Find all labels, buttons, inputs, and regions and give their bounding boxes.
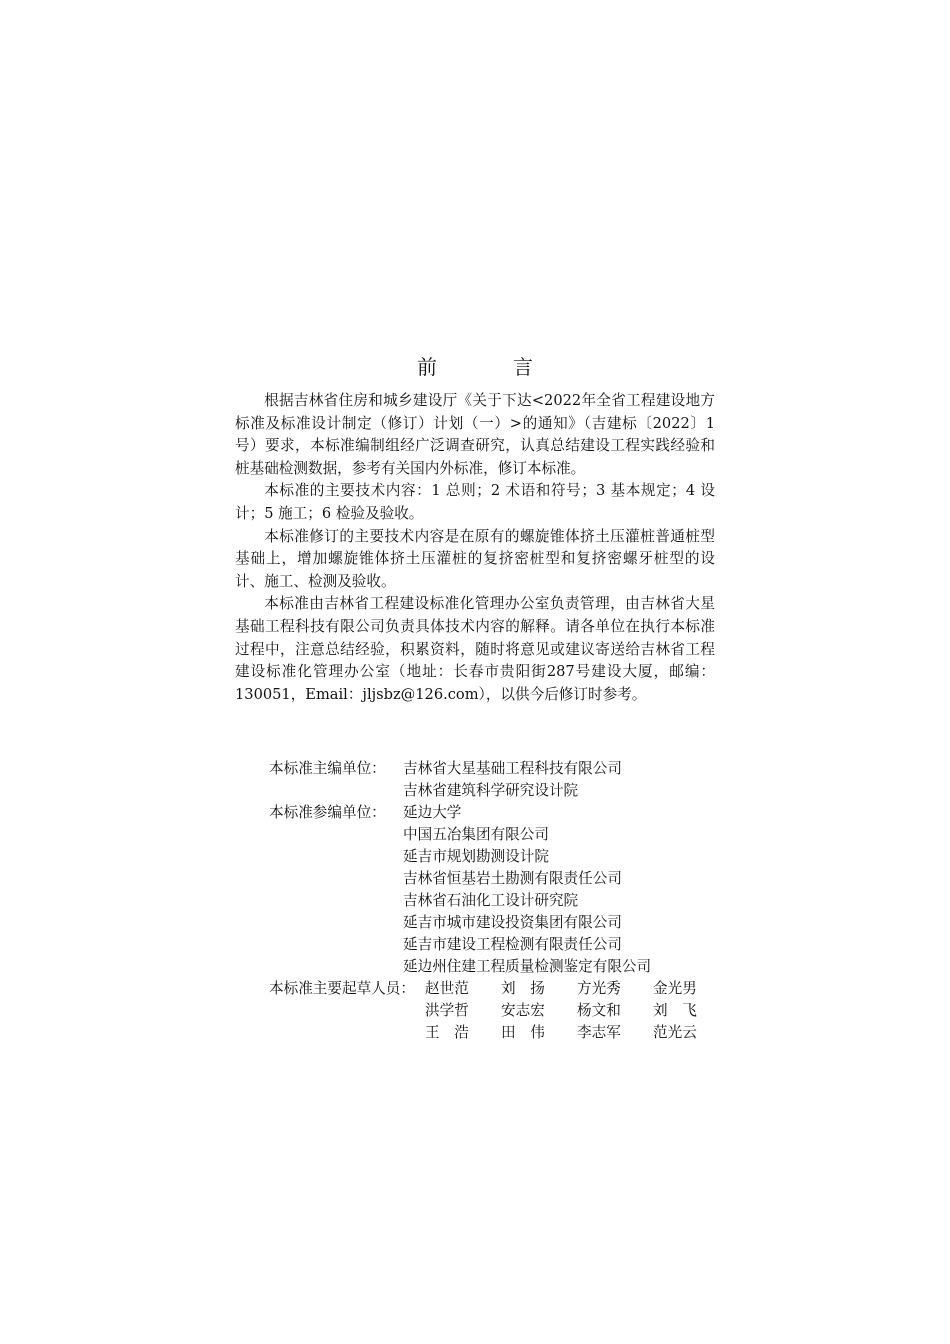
drafter-name: 杨文和 (577, 1002, 621, 1019)
participating-unit: 延吉市城市建设投资集团有限公司 (403, 914, 622, 931)
drafters-row (235, 978, 715, 1044)
participating-unit: 延边大学 (403, 804, 462, 821)
chief-unit: 吉林省建筑科学研究设计院 (403, 782, 579, 799)
credits-section (235, 758, 715, 1044)
participating-units-label: 本标准参编单位： (269, 804, 386, 821)
chief-units-list (403, 758, 622, 802)
foreword-body (235, 390, 715, 706)
drafter-name: 王 浩 (425, 1024, 469, 1041)
participating-unit: 吉林省石油化工设计研究院 (403, 892, 579, 909)
drafter-name: 李志军 (577, 1024, 621, 1041)
participating-unit: 延吉市规划勘测设计院 (403, 848, 549, 865)
chief-units-row (235, 758, 715, 802)
participating-units-row (235, 802, 715, 978)
participating-unit: 延吉市建设工程检测有限责任公司 (403, 936, 622, 953)
chief-unit: 吉林省大星基础工程科技有限公司 (403, 760, 622, 777)
drafter-name: 方光秀 (577, 980, 621, 997)
page-title: 前 言 (417, 355, 561, 380)
drafter-name: 赵世范 (425, 980, 469, 997)
paragraph-2: 本标准的主要技术内容：1 总则；2 术语和符号；3 基本规定；4 设计；5 施工；6 检验及验收。 (235, 482, 715, 522)
drafter-name: 刘 扬 (501, 980, 545, 997)
drafters-name-row (425, 978, 713, 1000)
drafter-name: 金光男 (653, 980, 697, 997)
participating-unit: 中国五冶集团有限公司 (403, 826, 549, 843)
paragraph-4: 本标准由吉林省工程建设标准化管理办公室负责管理，由吉林省大星基础工程科技有限公司负责具体技术内容的解释。请各单位在执行本标准过程中，注意总结经验，积累资料，随时将意见或建议寄送给吉林省工程建设标准化管理办公室（地址：长春市贵阳街287号建设大厦，邮编：130051，Email：jljsbz@126.com），以供今后修订时参考。 (235, 595, 715, 703)
paragraph-1: 根据吉林省住房和城乡建设厅《关于下达<2022年全省工程建设地方标准及标准设计制定（修订）计划（一）>的通知》（吉建标〔2022〕1号）要求，本标准编制组经广泛调查研究，认真总结建设工程实践经验和桩基础检测数据，参考有关国内外标准，修订本标准。 (235, 392, 715, 477)
drafter-name: 范光云 (653, 1024, 697, 1041)
drafters-label: 本标准主要起草人员： (269, 980, 415, 997)
drafter-name: 洪学哲 (425, 1002, 469, 1019)
drafters-list (425, 978, 713, 1044)
drafter-name: 田 伟 (501, 1024, 545, 1041)
drafter-name: 刘 飞 (653, 1002, 697, 1019)
drafters-name-row (425, 1022, 713, 1044)
paragraph-3: 本标准修订的主要技术内容是在原有的螺旋锥体挤土压灌桩普通桩型基础上，增加螺旋锥体挤土压灌桩的复挤密桩型和复挤密螺牙桩型的设计、施工、检测及验收。 (235, 527, 715, 590)
drafter-name: 安志宏 (501, 1002, 545, 1019)
participating-unit: 吉林省恒基岩土勘测有限责任公司 (403, 870, 622, 887)
participating-units-list (403, 802, 651, 978)
participating-unit: 延边州住建工程质量检测鉴定有限公司 (403, 958, 652, 975)
drafters-name-row (425, 1000, 713, 1022)
chief-units-label: 本标准主编单位： (269, 760, 386, 777)
